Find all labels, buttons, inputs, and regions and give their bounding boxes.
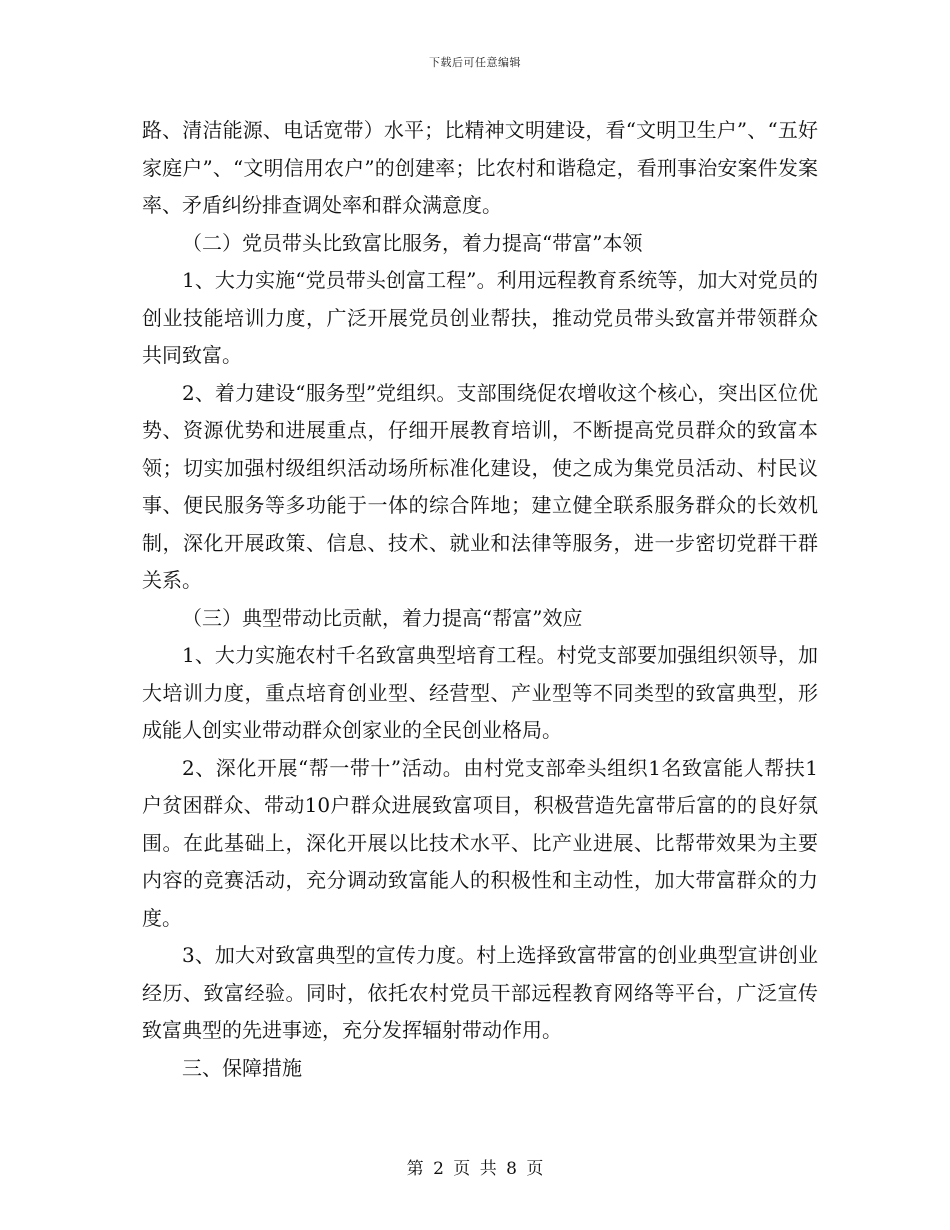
paragraph-continuation: 路、清洁能源、电话宽带）水平；比精神文明建设，看“文明卫生户”、“五好家庭户”、“文明信用农户”的创建率；比农村和谐稳定，看刑事治安案件发案率、矛盾纠纷排查调处率和群众满意度。 (142, 118, 818, 217)
page-number: 第 2 页 共 8 页 (406, 1159, 544, 1179)
page-header-note: 下载后可任意编辑 (429, 56, 521, 69)
paragraph: 1、大力实施农村千名致富典型培育工程。村党支部要加强组织领导，加大培训力度，重点培育创业型、经营型、产业型等不同类型的致富典型，形成能人创实业带动群众创家业的全民创业格局。 (142, 643, 818, 742)
section-heading-2: （二）党员带头比致富比服务，着力提高“带富”本领 (182, 230, 643, 255)
chapter-heading: 三、保障措施 (182, 1055, 302, 1080)
section-heading-3: （三）典型带动比贡献，着力提高“帮富”效应 (182, 605, 583, 630)
paragraph: 2、深化开展“帮一带十”活动。由村党支部牵头组织1名致富能人帮扶1户贫困群众、带动10户群众进展致富项目，积极营造先富带后富的的良好氛围。在此基础上，深化开展以比技术水平、比产业进展、比帮带效果为主要内容的竞赛活动，充分调动致富能人的积极性和主动性，加大带富群众的力度。 (142, 755, 818, 930)
document-body (142, 112, 818, 1087)
paragraph: 1、大力实施“党员带头创富工程”。利用远程教育系统等，加大对党员的创业技能培训力度，广泛开展党员创业帮扶，推动党员带头致富并带领群众共同致富。 (142, 268, 818, 367)
paragraph: 3、加大对致富典型的宣传力度。村上选择致富带富的创业典型宣讲创业经历、致富经验。同时，依托农村党员干部远程教育网络等平台，广泛宣传致富典型的先进事迹，充分发挥辐射带动作用。 (142, 943, 818, 1042)
paragraph: 2、着力建设“服务型”党组织。支部围绕促农增收这个核心，突出区位优势、资源优势和进展重点，仔细开展教育培训，不断提高党员群众的致富本领；切实加强村级组织活动场所标准化建设，使之成为集党员活动、村民议事、便民服务等多功能于一体的综合阵地；建立健全联系服务群众的长效机制，深化开展政策、信息、技术、就业和法律等服务，进一步密切党群干群关系。 (142, 380, 818, 592)
